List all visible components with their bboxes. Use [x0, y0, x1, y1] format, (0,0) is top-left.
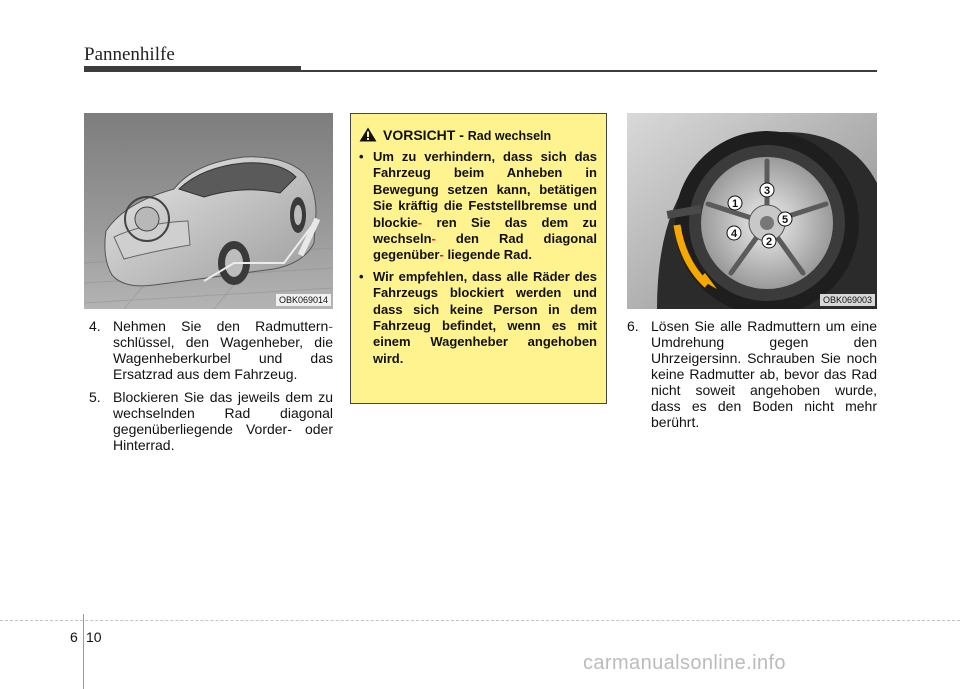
car-figure-code: OBK069014 — [276, 294, 331, 306]
step-4-text-b: schlüssel, den Wagenheber, die Wagenheberkurbel und das Ersatzrad aus dem Fahrzeug. — [113, 334, 333, 382]
step-5-text: Blockieren Sie das jeweils dem zu wechselnden Rad diagonal gegenüberliegende Vorder- oder Hinterrad. — [113, 389, 333, 453]
caution-subtitle: Rad wechseln — [467, 129, 552, 143]
caution-box — [350, 113, 607, 404]
car-jack-image — [84, 113, 333, 309]
section-title: Pannenhilfe — [84, 44, 175, 65]
nut-label-5: 5 — [781, 214, 789, 226]
nut-label-3: 3 — [763, 185, 771, 197]
watermark: carmanualsonline.info — [583, 652, 786, 674]
caution-item-1-hyphen-b: - — [431, 231, 436, 247]
step-4-hyphen: - — [328, 318, 333, 334]
footer-dotted-rule — [0, 620, 960, 621]
wheel-image — [627, 113, 877, 309]
caution-bullet: • — [359, 149, 364, 164]
warning-triangle-icon — [359, 127, 377, 142]
wheel-nut-illustration — [627, 113, 877, 309]
step-5-number: 5. — [89, 389, 101, 405]
wheel-figure-code: OBK069003 — [820, 294, 875, 306]
step-6-text: Lösen Sie alle Radmuttern um eine Umdrehung gegen den Uhrzeigersinn. Schrauben Sie noch keine Radmutter ab, bevor das Rad nicht soweit angehoben wurde, dass es den Boden nicht mehr berührt. — [651, 318, 877, 430]
caution-item-1-text-c: den Rad diagonal gegenüber — [373, 231, 597, 263]
step-6 — [627, 318, 877, 430]
caution-item-1-text-b: ren Sie das dem zu wechseln — [373, 214, 597, 247]
header-rule-thick — [84, 66, 301, 72]
nut-label-1: 1 — [731, 198, 739, 210]
caution-bullet: • — [359, 268, 364, 284]
caution-item-1-text-d: liegende Rad. — [447, 247, 532, 263]
steps-left-column — [89, 318, 333, 460]
caution-title: VORSICHT - — [383, 127, 468, 143]
step-4-number: 4. — [89, 318, 101, 334]
caution-item-1 — [359, 149, 597, 264]
footer-vertical-rule — [83, 614, 84, 689]
caution-item-1-hyphen-a: - — [417, 214, 423, 230]
steps-right-column — [627, 318, 877, 437]
header-rule-thin — [301, 70, 877, 72]
step-6-number: 6. — [627, 318, 639, 334]
car-jack-illustration — [84, 113, 333, 309]
caution-item-2-text: Wir empfehlen, dass alle Räder des Fahrzeugs blockiert werden und dass sich keine Person in dem Fahrzeug befindet, wenn es mit einem Wagenheber angehoben wird. — [373, 268, 597, 366]
page-number: 10 — [86, 629, 102, 645]
step-4 — [89, 318, 333, 382]
nut-label-4: 4 — [730, 228, 738, 240]
chapter-number: 6 — [70, 629, 78, 645]
step-4-text-a: Nehmen Sie den Radmuttern — [113, 318, 329, 334]
caution-item-2 — [359, 269, 597, 367]
nut-label-2: 2 — [765, 236, 773, 248]
step-5 — [89, 389, 333, 453]
caution-item-1-hyphen-c: - — [439, 247, 444, 263]
caution-header — [359, 127, 551, 143]
caution-item-1-text-a: Um zu verhindern, dass sich das Fahrzeug beim Anheben in Bewegung setzen kann, betätigen Sie kräftig die Feststellbremse und blockie — [373, 149, 597, 230]
caution-list — [359, 149, 597, 372]
